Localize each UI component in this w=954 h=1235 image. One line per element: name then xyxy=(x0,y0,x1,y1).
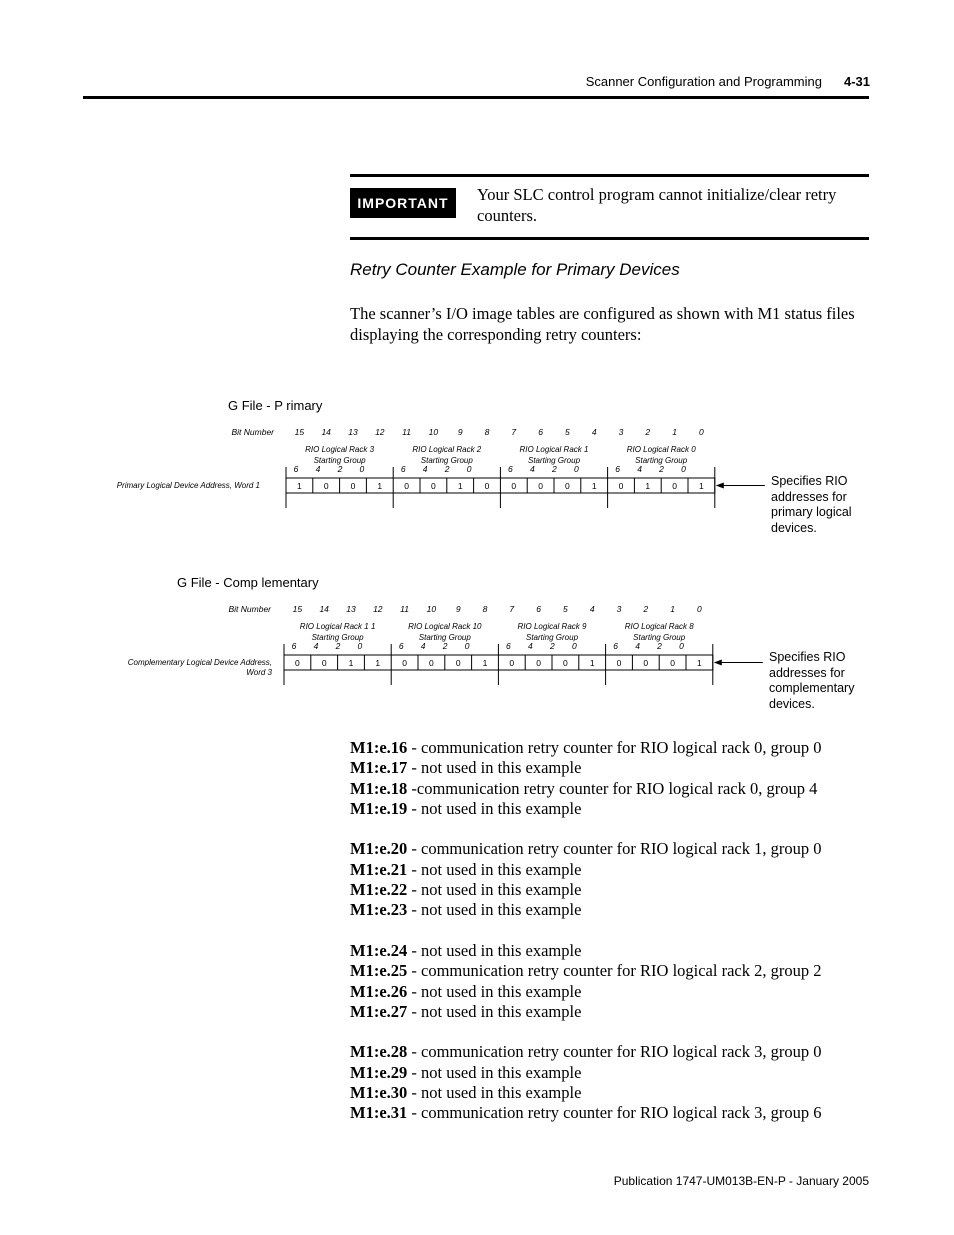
callout-arrowhead xyxy=(716,483,724,489)
group-number: 4 xyxy=(528,641,533,651)
retry-counter-list xyxy=(350,738,869,1124)
retry-counter-item xyxy=(350,799,869,819)
retry-counter-item xyxy=(350,758,869,778)
list-gap xyxy=(350,819,869,839)
retry-counter-item xyxy=(350,1103,869,1123)
bit-number: 5 xyxy=(563,604,568,614)
bit-value: 0 xyxy=(672,481,677,491)
counter-description: - communication retry counter for RIO logical rack 1, group 0 xyxy=(407,839,822,859)
bit-number: 13 xyxy=(346,604,356,614)
bit-number-label: Bit Number xyxy=(228,604,271,614)
group-number: 2 xyxy=(335,641,341,651)
bit-number: 9 xyxy=(457,427,463,437)
group-number: 6 xyxy=(613,641,618,651)
bit-number: 8 xyxy=(484,427,490,437)
bit-number: 2 xyxy=(643,604,649,614)
counter-address: M1:e.23 xyxy=(350,900,408,920)
figure-primary-title: G File - P rimary xyxy=(228,398,323,413)
counter-description: - not used in this example xyxy=(407,880,582,900)
group-number: 0 xyxy=(573,464,579,474)
counter-address: M1:e.19 xyxy=(350,798,408,818)
group-number: 4 xyxy=(313,641,319,651)
group-number: 2 xyxy=(659,464,664,474)
bit-value: 0 xyxy=(404,481,409,491)
group-number: 6 xyxy=(508,464,513,474)
bit-value: 0 xyxy=(670,658,675,668)
bit-value: 1 xyxy=(375,658,381,668)
bit-value: 0 xyxy=(538,481,543,491)
counter-description: - not used in this example xyxy=(407,1083,582,1103)
retry-counter-item xyxy=(350,1063,869,1083)
bit-value: 0 xyxy=(455,658,461,668)
counter-description: - not used in this example xyxy=(407,940,582,960)
bit-value: 0 xyxy=(511,481,517,491)
row-label: Primary Logical Device Address, Word 1 xyxy=(116,481,260,490)
counter-description: - communication retry counter for RIO logical rack 0, group 0 xyxy=(407,738,822,757)
bit-number: 13 xyxy=(348,427,358,437)
callout-arrowhead xyxy=(714,660,722,666)
publication-footer: Publication 1747-UM013B-EN-P - January 2005 xyxy=(613,1174,869,1188)
running-header: Scanner Configuration and Programming xyxy=(585,74,822,89)
row-label: Word 3 xyxy=(246,668,272,677)
counter-address: M1:e.29 xyxy=(350,1062,408,1082)
bit-number: 12 xyxy=(375,427,385,437)
bit-value: 0 xyxy=(536,658,541,668)
group-number: 0 xyxy=(571,641,577,651)
counter-address: M1:e.28 xyxy=(350,1042,408,1062)
counter-address: M1:e.25 xyxy=(350,961,408,981)
primary-callout: Specifies RIO addresses for primary logical devices. xyxy=(771,474,852,535)
bit-value: 1 xyxy=(589,658,595,668)
bit-value: 1 xyxy=(348,658,354,668)
counter-address: M1:e.26 xyxy=(350,981,408,1001)
important-bottom-rule xyxy=(350,237,869,240)
counter-description: - communication retry counter for RIO logical rack 2, group 2 xyxy=(407,961,822,981)
bit-value: 1 xyxy=(457,481,463,491)
group-number: 2 xyxy=(549,641,555,651)
header-rule xyxy=(83,96,869,99)
starting-group-label: Starting Group xyxy=(527,456,581,465)
bit-number: 14 xyxy=(319,604,329,614)
bit-value: 1 xyxy=(699,481,704,491)
bit-value: 0 xyxy=(402,658,407,668)
bit-number: 11 xyxy=(400,604,410,614)
starting-group-label: Starting Group xyxy=(311,633,364,642)
group-number: 0 xyxy=(357,641,363,651)
retry-counter-item xyxy=(350,961,869,981)
counter-description: - not used in this example xyxy=(407,900,582,920)
counter-description: - not used in this example xyxy=(407,798,582,818)
bit-value: 0 xyxy=(563,658,568,668)
starting-group-label: Starting Group xyxy=(420,456,473,465)
bit-value: 0 xyxy=(484,481,490,491)
retry-counter-item xyxy=(350,1002,869,1022)
group-number: 2 xyxy=(442,641,448,651)
bit-number: 11 xyxy=(402,427,412,437)
bit-number: 1 xyxy=(670,604,675,614)
bit-number: 4 xyxy=(589,604,595,614)
group-number: 6 xyxy=(293,464,299,474)
bit-number: 8 xyxy=(482,604,488,614)
rack-label: RIO Logical Rack 8 xyxy=(624,622,694,631)
bit-value: 0 xyxy=(643,658,649,668)
bit-number: 2 xyxy=(645,427,651,437)
bit-value: 1 xyxy=(482,658,488,668)
counter-address: M1:e.17 xyxy=(350,758,408,778)
counter-description: - not used in this example xyxy=(407,981,582,1001)
counter-address: M1:e.16 xyxy=(350,738,408,757)
group-number: 2 xyxy=(657,641,662,651)
bit-number: 4 xyxy=(591,427,597,437)
section-title: Retry Counter Example for Primary Devices xyxy=(350,260,680,279)
bit-number: 7 xyxy=(509,604,515,614)
bit-number: 15 xyxy=(292,604,303,614)
group-number: 6 xyxy=(615,464,620,474)
retry-counter-item xyxy=(350,779,869,799)
bit-value: 1 xyxy=(297,481,302,491)
bit-value: 0 xyxy=(321,658,327,668)
bit-number: 6 xyxy=(536,604,541,614)
bit-value: 0 xyxy=(565,481,570,491)
bit-number: 14 xyxy=(321,427,331,437)
retry-counter-item xyxy=(350,860,869,880)
bit-number: 3 xyxy=(618,427,624,437)
bit-number: 3 xyxy=(616,604,622,614)
rack-label: RIO Logical Rack 2 xyxy=(412,445,482,454)
rack-label: RIO Logical Rack 0 xyxy=(626,445,696,454)
bit-value: 1 xyxy=(591,481,597,491)
group-number: 0 xyxy=(679,641,684,651)
list-gap xyxy=(350,921,869,941)
bit-number: 10 xyxy=(426,604,437,614)
group-number: 6 xyxy=(291,641,297,651)
counter-address: M1:e.31 xyxy=(350,1103,408,1123)
bit-number: 12 xyxy=(373,604,383,614)
counter-description: - communication retry counter for RIO logical rack 3, group 6 xyxy=(407,1103,822,1123)
bit-value: 0 xyxy=(323,481,329,491)
complementary-callout: Specifies RIO addresses for complementary devices. xyxy=(769,650,855,711)
bit-number: 1 xyxy=(672,427,677,437)
counter-address: M1:e.24 xyxy=(350,940,408,960)
list-gap xyxy=(350,1022,869,1042)
important-text: Your SLC control program cannot initialize/clear retry counters. xyxy=(477,185,837,225)
bit-value: 0 xyxy=(429,658,434,668)
group-number: 0 xyxy=(466,464,472,474)
group-number: 2 xyxy=(337,464,343,474)
group-number: 2 xyxy=(551,464,557,474)
retry-counter-item xyxy=(350,900,869,920)
counter-description: - not used in this example xyxy=(407,859,582,879)
rack-label: RIO Logical Rack 1 1 xyxy=(299,622,376,631)
group-number: 6 xyxy=(400,464,406,474)
retry-counter-item xyxy=(350,941,869,961)
starting-group-label: Starting Group xyxy=(313,456,366,465)
group-number: 0 xyxy=(359,464,365,474)
counter-address: M1:e.27 xyxy=(350,1001,408,1021)
bit-number: 0 xyxy=(697,604,702,614)
bit-number: 15 xyxy=(294,427,305,437)
bit-value: 0 xyxy=(295,658,300,668)
important-badge: IMPORTANT xyxy=(350,188,456,218)
rack-label: RIO Logical Rack 10 xyxy=(408,622,482,631)
group-number: 4 xyxy=(637,464,642,474)
bit-value: 1 xyxy=(377,481,383,491)
counter-address: M1:e.20 xyxy=(350,839,408,859)
group-number: 0 xyxy=(681,464,686,474)
bit-value: 0 xyxy=(431,481,436,491)
rack-label: RIO Logical Rack 1 xyxy=(519,445,589,454)
intro-paragraph: The scanner’s I/O image tables are configured as shown with M1 status files displaying the corresponding retry counters: xyxy=(350,304,855,344)
starting-group-label: Starting Group xyxy=(525,633,579,642)
retry-counter-item xyxy=(350,982,869,1002)
retry-counter-item xyxy=(350,839,869,859)
retry-counter-item xyxy=(350,880,869,900)
counter-description: - not used in this example xyxy=(407,758,582,778)
counter-address: M1:e.30 xyxy=(350,1083,408,1103)
group-number: 4 xyxy=(315,464,321,474)
group-number: 0 xyxy=(464,641,470,651)
group-number: 6 xyxy=(398,641,404,651)
page-number: 4-31 xyxy=(843,74,870,89)
bit-value: 0 xyxy=(350,481,356,491)
retry-counter-item xyxy=(350,738,869,758)
counter-description: - not used in this example xyxy=(407,1001,582,1021)
starting-group-label: Starting Group xyxy=(633,633,686,642)
bit-number: 10 xyxy=(428,427,439,437)
retry-counter-item xyxy=(350,1042,869,1062)
row-label: Complementary Logical Device Address, xyxy=(127,658,272,667)
counter-description: - communication retry counter for RIO logical rack 3, group 0 xyxy=(407,1042,822,1062)
figure-complementary-title: G File - Comp lementary xyxy=(177,575,319,590)
bit-number: 6 xyxy=(538,427,543,437)
group-number: 6 xyxy=(506,641,511,651)
bit-value: 1 xyxy=(645,481,651,491)
bit-number-label: Bit Number xyxy=(231,427,274,437)
starting-group-label: Starting Group xyxy=(635,456,688,465)
bit-number: 5 xyxy=(565,427,570,437)
group-number: 2 xyxy=(444,464,450,474)
retry-counter-item xyxy=(350,1083,869,1103)
rack-label: RIO Logical Rack 9 xyxy=(517,622,587,631)
bit-value: 1 xyxy=(697,658,702,668)
counter-address: M1:e.18 xyxy=(350,778,408,798)
counter-description: - not used in this example xyxy=(407,1062,582,1082)
bit-value: 0 xyxy=(616,658,622,668)
group-number: 4 xyxy=(530,464,535,474)
counter-description: -communication retry counter for RIO logical rack 0, group 4 xyxy=(407,778,818,798)
rack-label: RIO Logical Rack 3 xyxy=(305,445,375,454)
counter-address: M1:e.21 xyxy=(350,859,408,879)
bit-value: 0 xyxy=(509,658,515,668)
group-number: 4 xyxy=(635,641,640,651)
group-number: 4 xyxy=(422,464,428,474)
bit-number: 9 xyxy=(455,604,461,614)
important-top-rule xyxy=(350,174,869,177)
counter-address: M1:e.22 xyxy=(350,880,408,900)
bit-number: 0 xyxy=(699,427,704,437)
starting-group-label: Starting Group xyxy=(418,633,471,642)
bit-value: 0 xyxy=(618,481,624,491)
bit-number: 7 xyxy=(511,427,517,437)
group-number: 4 xyxy=(420,641,426,651)
